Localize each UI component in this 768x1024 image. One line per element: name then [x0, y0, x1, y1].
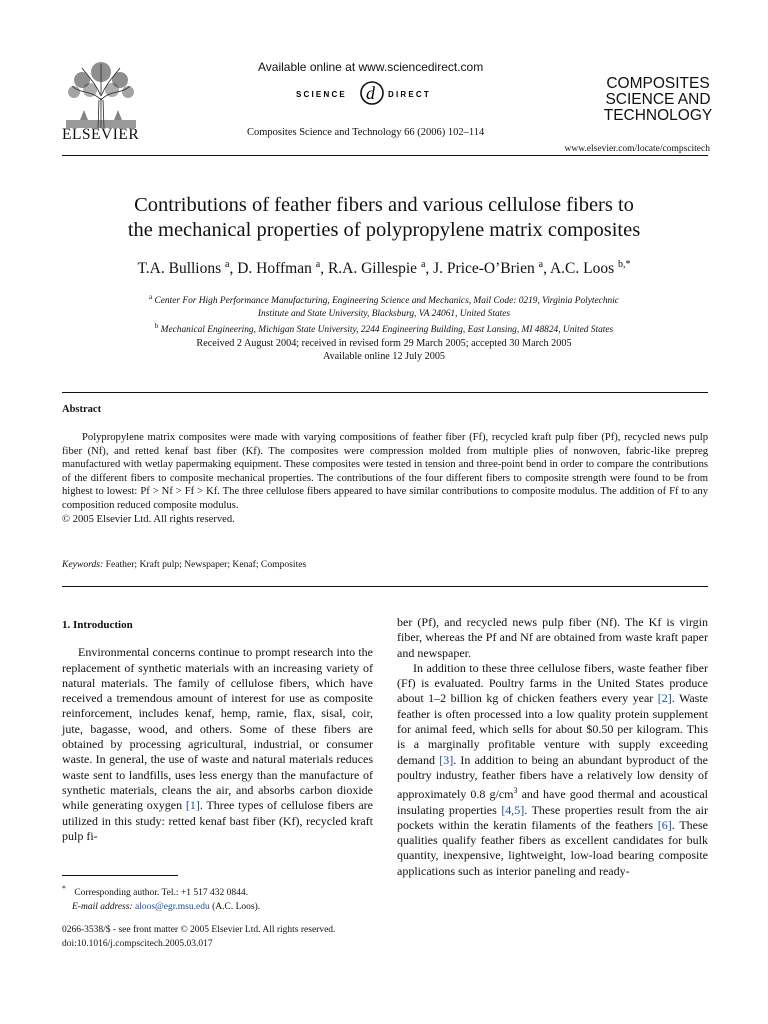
journal-brand	[596, 76, 720, 124]
header-divider	[62, 155, 708, 156]
email-note	[62, 900, 373, 914]
affiliation-a	[90, 291, 678, 320]
article-title	[0, 193, 768, 243]
article-title-line1: Contributions of feather fibers and various cellulose fibers to	[134, 194, 634, 216]
affiliation-b-text: Mechanical Engineering, Michigan State University, 2244 Engineering Building, East Lansing, MI 48824, United States	[160, 325, 614, 336]
right-column	[397, 615, 708, 879]
author-name[interactable]: A.C. Loos	[549, 260, 615, 278]
keywords-label: Keywords:	[62, 559, 104, 570]
affiliation-a-mark: a	[149, 293, 153, 301]
affiliations	[90, 291, 678, 337]
author-name[interactable]: R.A. Gillespie	[327, 260, 418, 278]
svg-text:d: d	[366, 83, 375, 103]
journal-brand-line3: TECHNOLOGY	[603, 107, 713, 124]
sciencedirect-left-text: SCIENCE	[296, 90, 347, 99]
affiliation-b	[90, 320, 678, 337]
author-affiliation-mark: a	[225, 259, 230, 270]
author-list: T.A. Bullions $^a$, D. Hoffman $^a$, R.A. Gillespie $^a$, J. Price-O’Brien $^a$, A.C. Loos $^{b,*}$	[137, 259, 631, 278]
sciencedirect-right-text: DIRECT	[388, 90, 431, 99]
author-affiliation-mark: a	[420, 259, 426, 270]
author-affiliation-mark: a	[315, 259, 321, 270]
intro-paragraph: ber (Pf), and recycled news pulp fiber (Nf). The Kf is virgin fiber, whereas the Pf and Nf are obtained from waste kraft paper and newspaper.	[397, 615, 708, 660]
author-name[interactable]: J. Price-O’Brien	[433, 260, 535, 278]
section-heading: 1. Introduction	[62, 619, 133, 631]
keywords-text: Feather; Kraft pulp; Newspaper; Kenaf; Composites	[105, 559, 307, 570]
author-name[interactable]: D. Hoffman	[237, 260, 312, 278]
keywords	[62, 559, 306, 570]
affiliation-a-line1: Center For High Performance Manufacturing, Engineering Science and Mechanics, Mail Code: 0219, Virginia Polytechnic	[154, 296, 619, 307]
intro-paragraph	[397, 661, 708, 879]
abstract-text: Polypropylene matrix composites were made with varying compositions of feather fiber (Ff), recycled kraft pulp fiber (Pf), recycled news pulp fiber (Nf), and retted kenaf bast fiber (Kf). The composites were compression molded from multiple plies of nonwoven, fabric-like prepreg manufactured with wetlay papermaking equipment. These composites were tested in tension and three-point bend in order to compare the contributions of the different fibers to composite mechanical properties. The contributions of the four different fibers to composite strength were found to be from highest to lowest: Pf > Nf > Ff > Kf. The three cellulose fibers appeared to have similar contributions to composite modulus. The addition of Ff to any composition reduced composite modulus.	[62, 432, 708, 511]
footnote-mark: *	[62, 884, 66, 893]
email-label: E-mail address:	[72, 902, 133, 913]
journal-reference: Composites Science and Technology 66 (2006) 102–114	[247, 127, 485, 138]
corresponding-author-text: Corresponding author. Tel.: +1 517 432 0844.	[74, 888, 248, 899]
left-column	[62, 618, 373, 844]
intro-text: . Waste feather is often processed into a low quality protein supplement for animal feed, which sells for about $0.50 per kilogram. This is a marginally profitable venture with supply exceeding demand	[397, 691, 708, 767]
article-title-line2: the mechanical properties of polypropylene matrix composites	[127, 219, 641, 241]
intro-text: Environmental concerns continue to prompt research into the replacement of synthetic materials with an increasing variety of natural materials. The family of cellulose fibers, which have received a tremendous amount of interest for use as composite reinforcement, includes kenaf, hemp, ramie, flax, sisal, coir, jute, bagasse, wood, and others. Some of these fibers are obtained by processing agricultural, industrial, or consumer waste. In general, the use of waste and natural materials reduces waste sent to landfills, uses less energy than the manufacture of synthetic materials, cleans the air, and absorbs carbon dioxide while generating oxygen	[62, 645, 373, 813]
citation-link[interactable]: [2]	[657, 691, 672, 706]
abstract-heading: Abstract	[62, 404, 102, 415]
bottom-notes	[62, 924, 335, 951]
front-matter-note: 0266-3538/$ - see front matter © 2005 Elsevier Ltd. All rights reserved.	[62, 925, 336, 935]
intro-text: and have good thermal and acoustical insulating properties	[397, 787, 708, 817]
abstract-divider	[62, 586, 708, 587]
available-online-date: Available online 12 July 2005	[322, 351, 446, 362]
publisher-name: ELSEVIER	[62, 126, 140, 143]
intro-text: . Three types of cellulose fibers are utilized in this study: retted kenaf bast fiber (Kf), recycled kraft pulp fi-	[62, 798, 373, 843]
footnote	[62, 882, 373, 914]
journal-brand-line2: SCIENCE AND	[605, 91, 711, 108]
affiliation-b-mark: b	[154, 322, 159, 331]
intro-text: . These qualities qualify feather fibers as excellent candidates for bulk quantity, inexpensive, lightweight, low-load bearing composite applications such as interior paneling and ready-	[397, 817, 708, 878]
email-suffix: (A.C. Loos).	[212, 902, 261, 913]
citation-link[interactable]: [6]	[657, 817, 672, 832]
intro-text: In addition to these three cellulose fibers, waste feather fiber (Ff) is evaluated. Poultry farms in the United States produce about 1–2 billion kg of chicken feathers every year	[397, 660, 708, 706]
citation-link[interactable]: [4,5]	[501, 802, 525, 817]
intro-text: . In addition to being an abundant byproduct of the poultry industry, feather fibers have a relatively low density of approximately 0.8 g/cm	[397, 752, 708, 802]
abstract-body	[62, 431, 708, 526]
title-divider	[62, 392, 708, 393]
journal-url-link[interactable]: www.elsevier.com/locate/compscitech	[564, 144, 710, 154]
author-affiliation-mark: b,*	[618, 259, 631, 270]
sciencedirect-logo	[296, 80, 450, 106]
citation-link[interactable]: [3]	[439, 752, 454, 767]
article-history	[0, 337, 768, 363]
doi-text[interactable]: doi:10.1016/j.compscitech.2005.03.017	[62, 938, 213, 949]
received-dates: Received 2 August 2004; received in revised form 29 March 2005; accepted 30 March 2005	[196, 338, 572, 349]
superscript: 3	[513, 786, 518, 796]
available-online-text[interactable]: Available online at www.sciencedirect.com	[258, 60, 484, 74]
citation-link[interactable]: [1]	[185, 798, 200, 813]
affiliation-a-line2: Institute and State University, Blacksburg, VA 24061, United States	[257, 308, 511, 319]
author-affiliation-mark: a	[538, 259, 544, 270]
email-link[interactable]: aloos@egr.msu.edu	[134, 902, 210, 913]
footnote-divider	[62, 875, 178, 876]
intro-text: . These properties result from the air pockets within the keratin filaments of the feathers	[397, 802, 708, 832]
author-name[interactable]: T.A. Bullions	[137, 260, 222, 278]
journal-brand-line1: COMPOSITES	[606, 75, 710, 92]
elsevier-tree-logo	[62, 60, 140, 130]
corresponding-author-note	[62, 882, 373, 900]
abstract-copyright: © 2005 Elsevier Ltd. All rights reserved.	[62, 513, 235, 525]
intro-paragraph	[62, 645, 373, 844]
